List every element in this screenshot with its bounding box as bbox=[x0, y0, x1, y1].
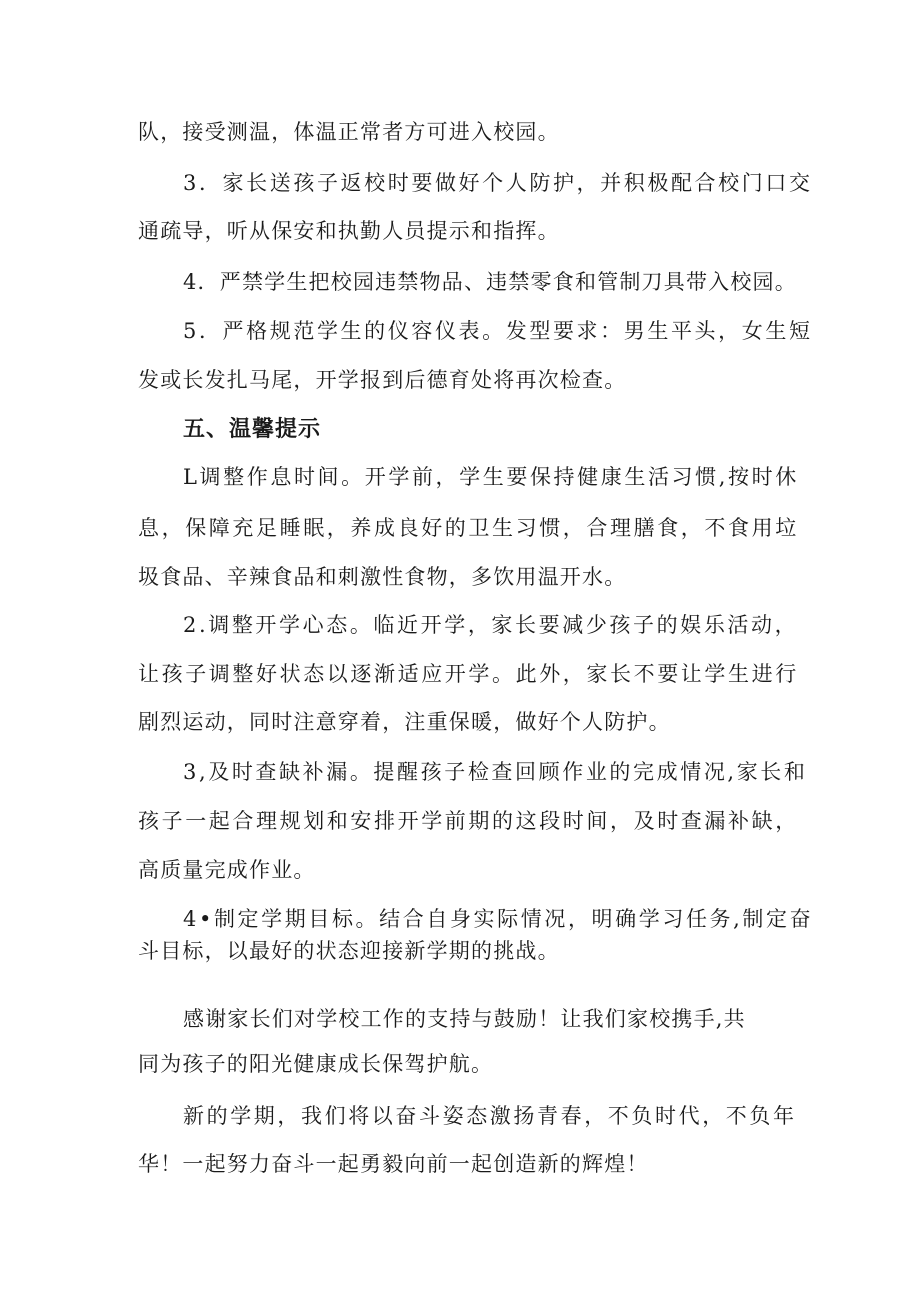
item5-line2: 发或长发扎马尾，开学报到后德育处将再次检查。 bbox=[138, 368, 627, 392]
tip2-line1: 2.调整开学心态。临近开学，家长要减少孩子的娱乐活动， bbox=[183, 613, 799, 637]
item5-line1: 5．严格规范学生的仪容仪表。发型要求：男生平头，女生短 bbox=[183, 319, 813, 343]
tip3-line3: 高质量完成作业。 bbox=[138, 858, 316, 882]
closing2-line2: 华！一起努力奋斗一起勇毅向前一起创造新的辉煌！ bbox=[138, 1152, 649, 1176]
closing1-line1: 感谢家长们对学校工作的支持与鼓励！让我们家校携手,共 bbox=[183, 1007, 746, 1031]
tip2-line2: 让孩子调整好状态以逐渐适应开学。此外，家长不要让学生进行 bbox=[138, 662, 799, 686]
closing2-line1: 新的学期，我们将以奋斗姿态激扬青春，不负时代，不负年 bbox=[183, 1104, 797, 1128]
tip3-line1: 3,及时查缺补漏。提醒孩子检查回顾作业的完成情况,家长和 bbox=[183, 760, 808, 784]
item4-line1: 4．严禁学生把校园违禁物品、违禁零食和管制刀具带入校园。 bbox=[183, 270, 797, 294]
item3-line2: 通疏导，听从保安和执勤人员提示和指挥。 bbox=[138, 219, 560, 243]
tip1-line3: 圾食品、辛辣食品和刺激性食物，多饮用温开水。 bbox=[138, 565, 627, 589]
section4-tail-line: 队，接受测温，体温正常者方可进入校园。 bbox=[138, 120, 560, 144]
closing1-line2: 同为孩子的阳光健康成长保驾护航。 bbox=[138, 1052, 494, 1076]
item3-line1: 3．家长送孩子返校时要做好个人防护，并积极配合校门口交 bbox=[183, 171, 813, 195]
section5-heading: 五、温馨提示 bbox=[183, 417, 322, 442]
tip4-line1: 4•制定学期目标。结合自身实际情况，明确学习任务,制定奋 bbox=[183, 907, 814, 931]
tip1-line2: 息，保障充足睡眠，养成良好的卫生习惯，合理膳食，不食用垃 bbox=[138, 516, 799, 540]
tip4-line2: 斗目标，以最好的状态迎接新学期的挑战。 bbox=[138, 939, 560, 963]
tip1-line1: L调整作息时间。开学前，学生要保持健康生活习惯,按时休 bbox=[183, 465, 799, 489]
tip3-line2: 孩子一起合理规划和安排开学前期的这段时间，及时查漏补缺， bbox=[138, 809, 799, 833]
tip2-line3: 剧烈运动，同时注意穿着，注重保暖，做好个人防护。 bbox=[138, 710, 671, 734]
